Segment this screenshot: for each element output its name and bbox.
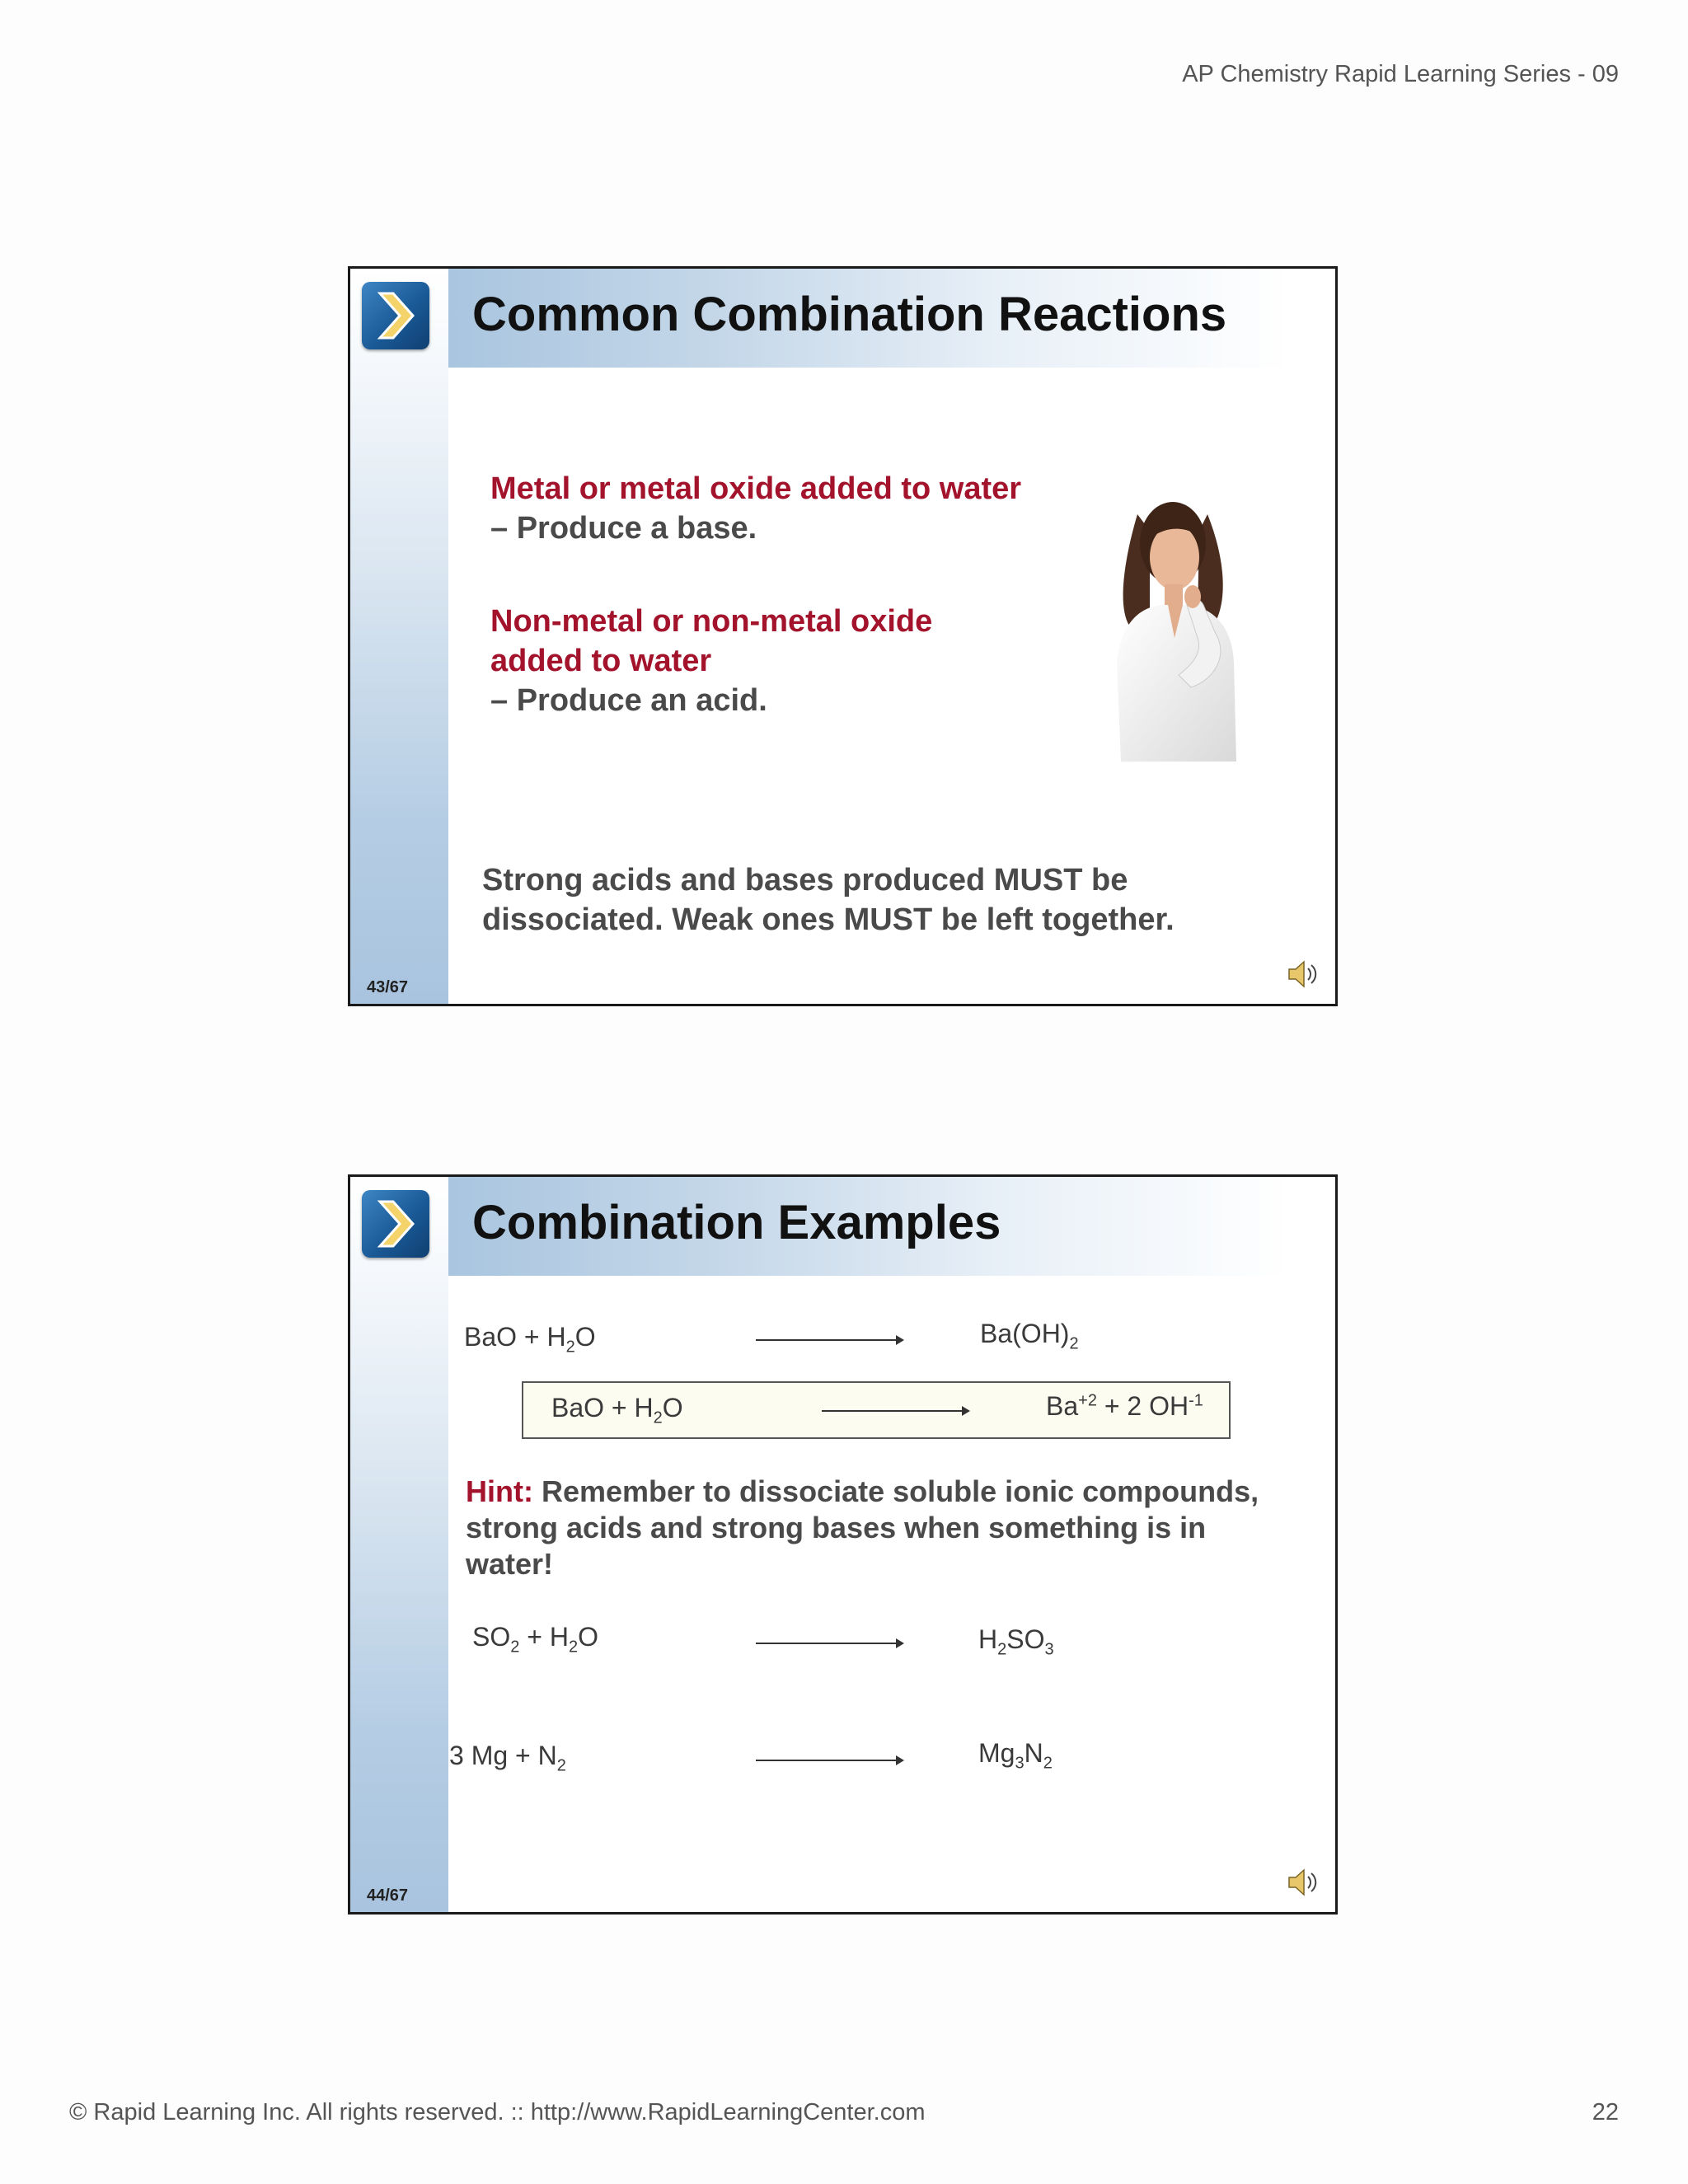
reaction-arrow — [822, 1410, 968, 1412]
slide-title: Common Combination Reactions — [472, 288, 1227, 341]
note-paragraph — [482, 860, 1175, 940]
eq3-reactants: $SO_2 + H_2O$ — [472, 1622, 598, 1657]
slide-number: 43/67 — [367, 978, 409, 996]
nonmetal-paragraph — [490, 602, 932, 720]
slide-title: Combination Examples — [472, 1196, 1001, 1249]
slide-44 — [348, 1174, 1338, 1915]
slide-side-bar — [350, 269, 448, 1004]
speaker-icon[interactable] — [1286, 1866, 1322, 1899]
nonmetal-heading-line1: Non-metal or non-metal oxide — [490, 604, 933, 639]
hint-text: Remember to dissociate soluble ionic compounds, strong acids and strong bases when something is in water! — [466, 1474, 1259, 1581]
copyright-footer: © Rapid Learning Inc. All rights reserved. :: http://www.RapidLearningCenter.com — [69, 2099, 926, 2125]
nonmetal-result: – Produce an acid. — [490, 683, 767, 718]
reaction-arrow — [756, 1339, 903, 1341]
hint-label: Hint: — [466, 1474, 533, 1508]
hint-paragraph — [466, 1474, 1298, 1582]
eq1-products: $Ba(OH)_2$ — [980, 1319, 1079, 1353]
slide-number: 44/67 — [367, 1886, 409, 1905]
page-header: AP Chemistry Rapid Learning Series - 09 — [1182, 61, 1619, 87]
speaker-icon[interactable] — [1286, 958, 1322, 991]
reaction-arrow — [756, 1643, 903, 1644]
eq3-products: $H_2SO_3$ — [978, 1624, 1054, 1659]
thinking-woman-photo — [1092, 481, 1257, 762]
nonmetal-heading-line2: added to water — [490, 644, 712, 678]
chevron-right-icon — [362, 1190, 429, 1258]
reaction-arrow — [756, 1760, 903, 1761]
note-line2: dissociated. Weak ones MUST be left together. — [482, 902, 1175, 937]
chevron-right-icon — [362, 282, 429, 349]
eq1-reactants: BaO + $H_2O$ — [464, 1322, 596, 1357]
eq4-reactants: 3 $Mg + N_2$ — [449, 1741, 566, 1775]
eq2-reactants: BaO + $H_2O$ — [551, 1393, 683, 1427]
page-number: 22 — [1592, 2099, 1619, 2125]
eq2-products: $Ba^{+2} + 2$ $OH^{-1}$ — [1046, 1391, 1203, 1421]
metal-heading: Metal or metal oxide added to water — [490, 471, 1022, 506]
slide-43 — [348, 266, 1338, 1006]
metal-paragraph — [490, 469, 1021, 548]
note-line1: Strong acids and bases produced MUST be — [482, 863, 1128, 898]
metal-result: – Produce a base. — [490, 511, 757, 546]
eq4-products: $Mg_3N_2$ — [978, 1738, 1053, 1773]
slide-side-bar — [350, 1177, 448, 1912]
